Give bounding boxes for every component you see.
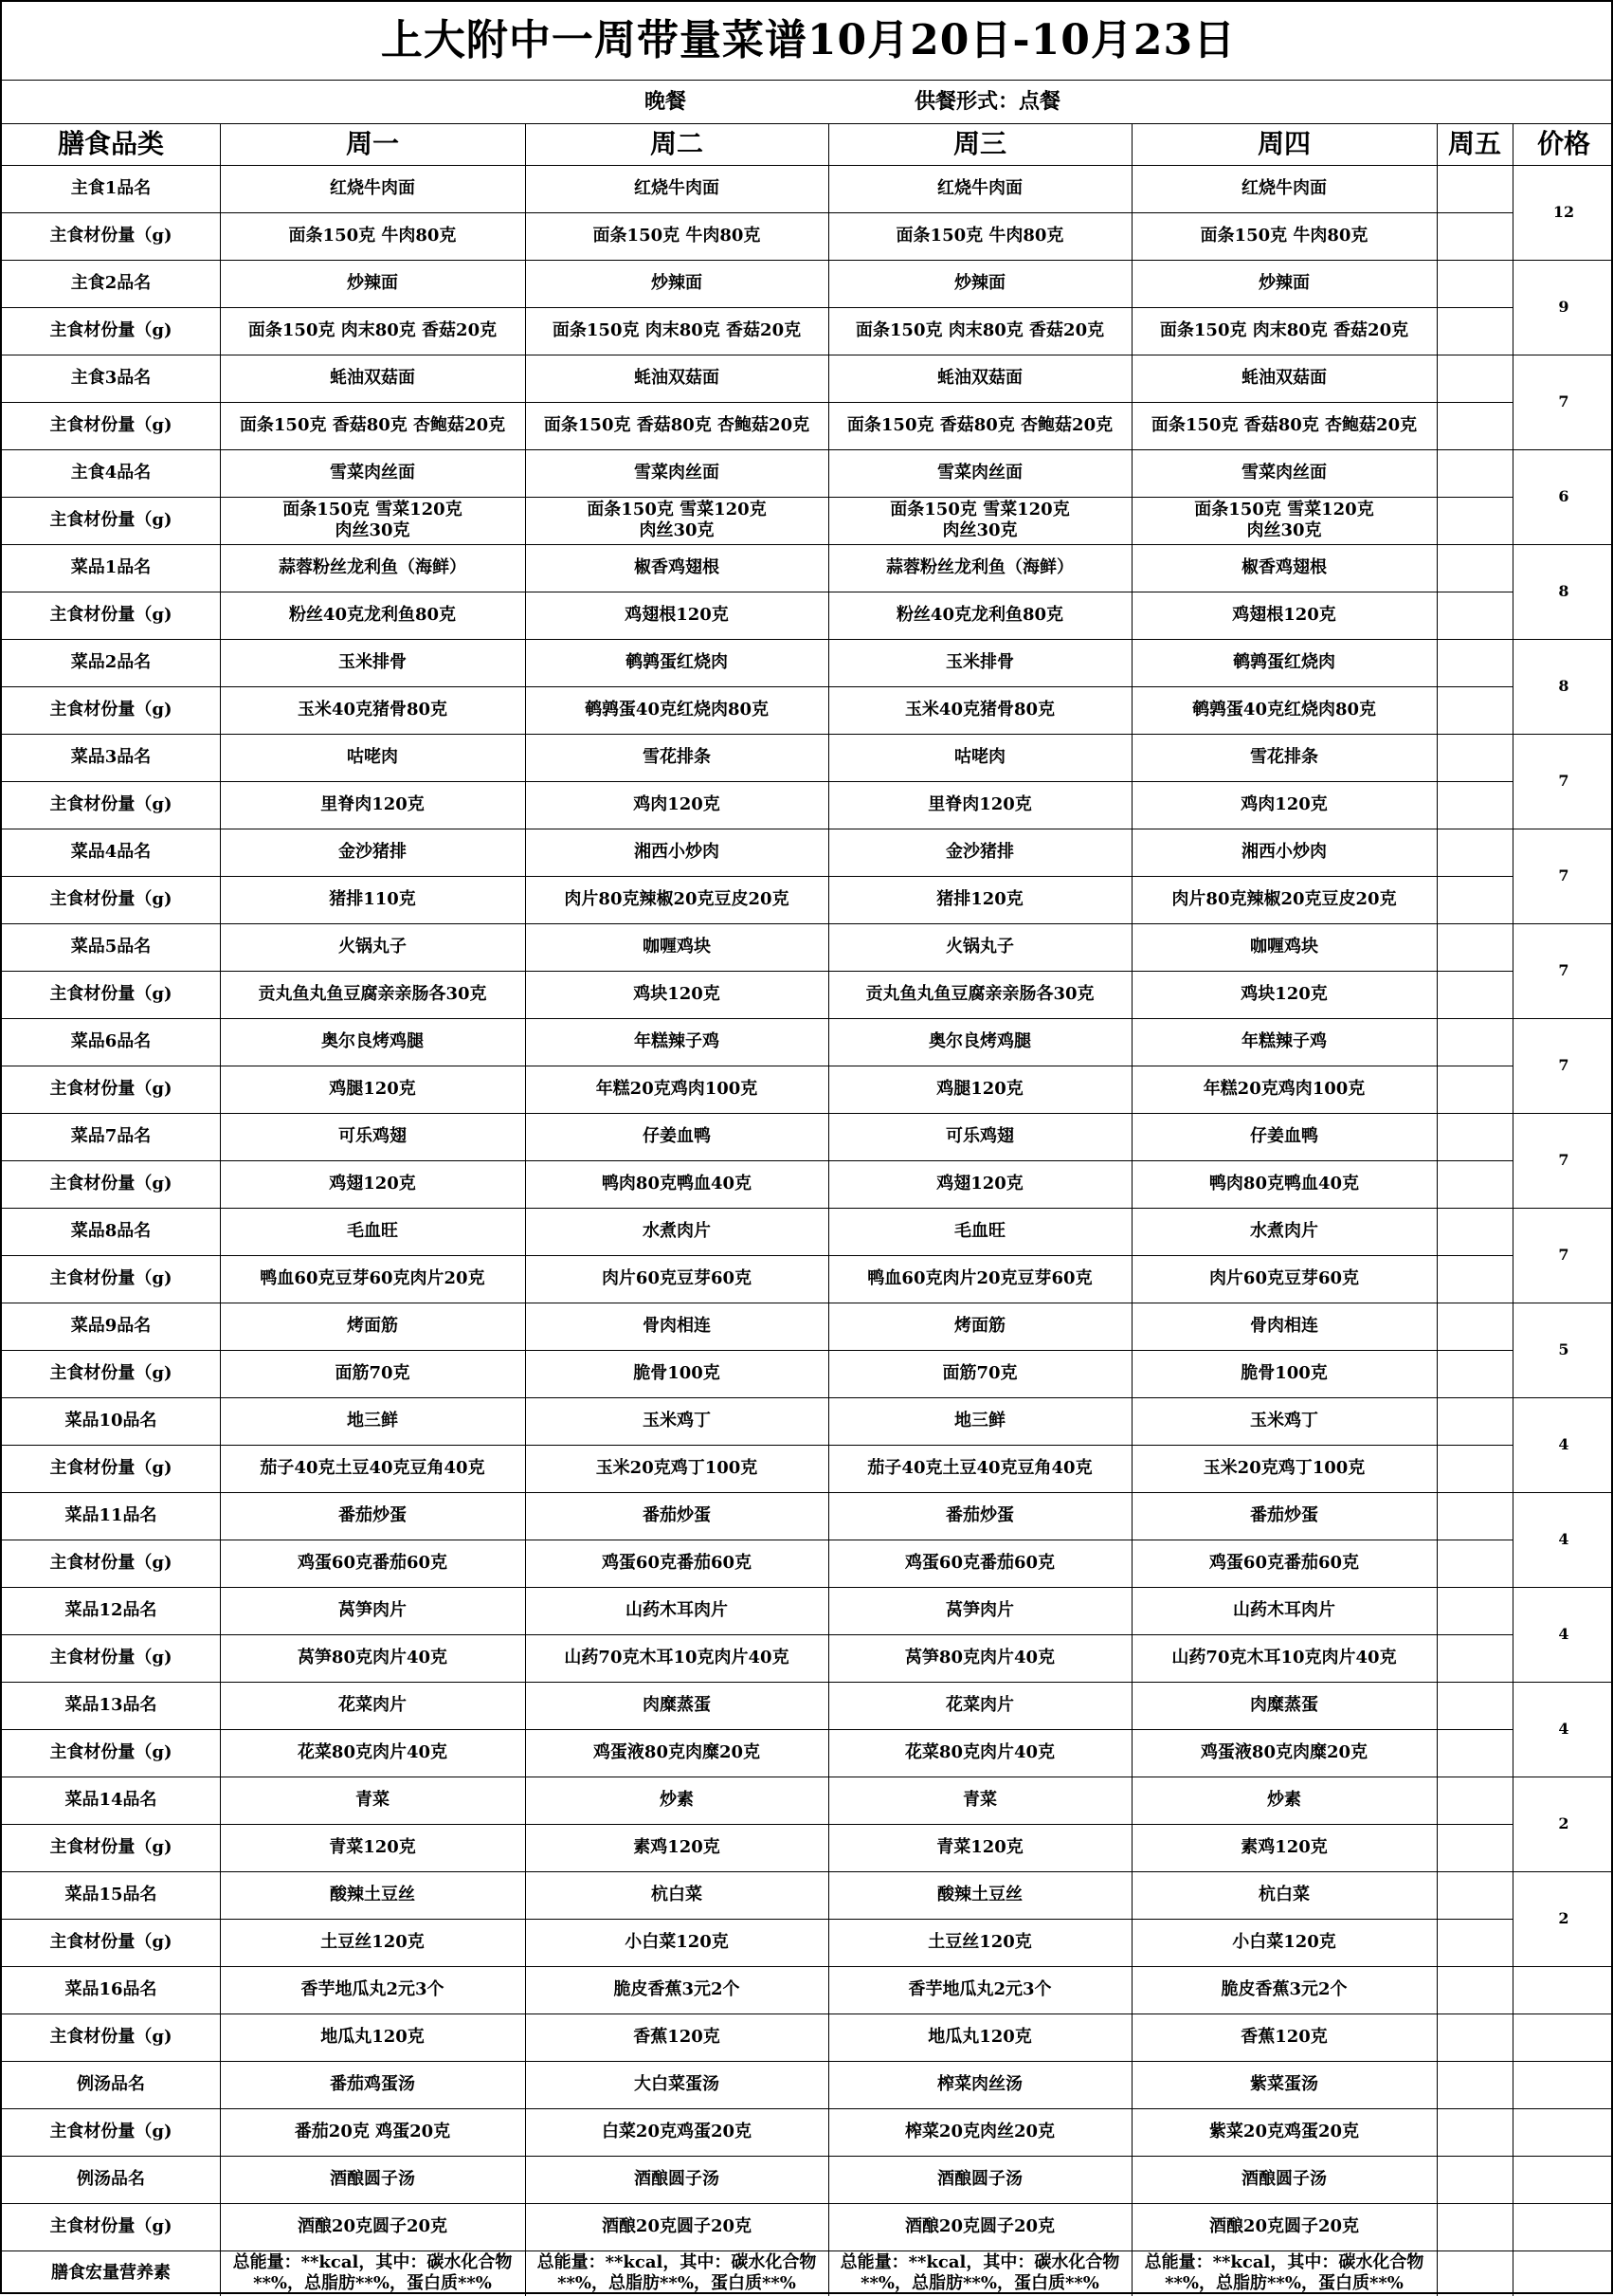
service-label: 供餐形式：点餐 bbox=[914, 88, 1060, 114]
menu-cell: 鸡蛋60克番茄60克 bbox=[601, 1553, 752, 1574]
menu-cell: 鸭肉80克鸭血40克 bbox=[601, 1174, 752, 1194]
menu-cell: 蚝油双菇面 bbox=[330, 368, 415, 389]
menu-cell: 面条150克 雪菜120克 肉丝30克 bbox=[1194, 500, 1374, 540]
menu-cell: 面条150克 香菇80克 杏鲍菇20克 bbox=[1151, 415, 1418, 436]
menu-cell: 金沙猪排 bbox=[946, 842, 1014, 863]
menu-cell: 紫菜20克鸡蛋20克 bbox=[1208, 2122, 1360, 2142]
row-label: 菜品8品名 bbox=[70, 1221, 152, 1242]
menu-cell: 雪菜肉丝面 bbox=[1241, 463, 1327, 483]
menu-cell: 酸辣土豆丝 bbox=[937, 1885, 1023, 1905]
menu-cell: 番茄炒蛋 bbox=[643, 1505, 711, 1526]
menu-cell: 火锅丸子 bbox=[946, 937, 1014, 957]
menu-cell: 炒辣面 bbox=[651, 273, 702, 294]
menu-cell: 青菜 bbox=[355, 1790, 390, 1811]
price-cell: 2 bbox=[1558, 1814, 1569, 1833]
nutrition-label: 膳食宏量营养素 bbox=[51, 2263, 171, 2284]
menu-cell: 肉糜蒸蛋 bbox=[1250, 1695, 1318, 1716]
column-header: 周三 bbox=[952, 128, 1006, 160]
menu-cell: 鸡块120克 bbox=[633, 984, 720, 1005]
row-label: 主食材份量（g) bbox=[49, 794, 172, 815]
menu-cell: 火锅丸子 bbox=[338, 937, 407, 957]
row-label: 菜品12品名 bbox=[64, 1600, 157, 1621]
menu-cell: 湘西小炒肉 bbox=[1241, 842, 1327, 863]
menu-cell: 花菜肉片 bbox=[946, 1695, 1014, 1716]
menu-cell: 里脊肉120克 bbox=[928, 794, 1032, 815]
menu-cell: 湘西小炒肉 bbox=[634, 842, 719, 863]
menu-cell: 蒜蓉粉丝龙利鱼（海鲜） bbox=[886, 557, 1074, 578]
price-cell: 8 bbox=[1558, 677, 1569, 696]
menu-cell: 花菜肉片 bbox=[338, 1695, 407, 1716]
menu-cell: 番茄炒蛋 bbox=[338, 1505, 407, 1526]
menu-cell: 酒酿圆子汤 bbox=[330, 2169, 415, 2190]
menu-cell: 鸡翅120克 bbox=[936, 1174, 1024, 1194]
menu-cell: 炒素 bbox=[1267, 1790, 1301, 1811]
menu-cell: 酒酿圆子汤 bbox=[1241, 2169, 1327, 2190]
price-cell: 4 bbox=[1558, 1435, 1569, 1454]
nutrition-cell: 总能量：**kcal，其中：碳水化合物**%，总脂肪**%，蛋白质**% bbox=[232, 2251, 513, 2293]
menu-cell: 鸡蛋60克番茄60克 bbox=[904, 1553, 1056, 1574]
menu-cell: 面条150克 雪菜120克 肉丝30克 bbox=[282, 500, 462, 540]
menu-cell: 鸡蛋60克番茄60克 bbox=[297, 1553, 448, 1574]
menu-cell: 雪花排条 bbox=[1250, 747, 1318, 768]
row-label: 主食材份量（g) bbox=[49, 510, 172, 531]
menu-cell: 番茄鸡蛋汤 bbox=[330, 2074, 415, 2095]
nutrition-cell: 总能量：**kcal，其中：碳水化合物**%，总脂肪**%，蛋白质**% bbox=[1144, 2251, 1424, 2293]
price-cell: 7 bbox=[1558, 866, 1569, 885]
menu-cell: 猪排120克 bbox=[936, 889, 1024, 910]
row-label: 菜品6品名 bbox=[70, 1031, 152, 1052]
grid-line bbox=[2, 80, 1613, 81]
row-label: 菜品13品名 bbox=[64, 1695, 157, 1716]
menu-cell: 炒素 bbox=[660, 1790, 694, 1811]
menu-cell: 蚝油双菇面 bbox=[1241, 368, 1327, 389]
row-label: 主食材份量（g) bbox=[49, 320, 172, 341]
menu-cell: 香芋地瓜丸2元3个 bbox=[300, 1979, 444, 2000]
menu-cell: 玉米鸡丁 bbox=[1250, 1411, 1318, 1431]
menu-cell: 酒酿圆子汤 bbox=[634, 2169, 719, 2190]
row-label: 主食材份量（g) bbox=[49, 2216, 172, 2237]
menu-cell: 红烧牛肉面 bbox=[330, 178, 415, 199]
menu-cell: 肉片60克豆芽60克 bbox=[1208, 1268, 1360, 1289]
menu-cell: 面筋70克 bbox=[335, 1363, 410, 1384]
menu-cell: 脆皮香蕉3元2个 bbox=[1221, 1979, 1348, 2000]
row-label: 菜品10品名 bbox=[64, 1411, 157, 1431]
menu-cell: 地瓜丸120克 bbox=[320, 2027, 425, 2048]
price-cell: 7 bbox=[1558, 1151, 1569, 1170]
menu-cell: 玉米40克猪骨80克 bbox=[297, 700, 448, 720]
row-label: 主食材份量（g) bbox=[49, 2027, 172, 2048]
menu-cell: 面条150克 肉末80克 香菇20克 bbox=[552, 320, 802, 341]
menu-cell: 茄子40克土豆40克豆角40克 bbox=[867, 1458, 1093, 1479]
menu-cell: 面条150克 牛肉80克 bbox=[592, 226, 761, 246]
menu-cell: 雪花排条 bbox=[643, 747, 711, 768]
row-label: 例汤品名 bbox=[77, 2074, 145, 2095]
menu-cell: 山药70克木耳10克肉片40克 bbox=[1171, 1648, 1397, 1668]
menu-cell: 烤面筋 bbox=[954, 1316, 1006, 1337]
price-cell: 5 bbox=[1558, 1340, 1569, 1359]
menu-cell: 蚝油双菇面 bbox=[634, 368, 719, 389]
menu-cell: 粉丝40克龙利鱼80克 bbox=[896, 605, 1064, 626]
menu-cell: 番茄炒蛋 bbox=[1250, 1505, 1318, 1526]
menu-cell: 酒酿20克圆子20克 bbox=[297, 2216, 448, 2237]
row-label: 菜品4品名 bbox=[70, 842, 152, 863]
row-label: 例汤品名 bbox=[77, 2169, 145, 2190]
menu-cell: 肉糜蒸蛋 bbox=[643, 1695, 711, 1716]
menu-cell: 鸡翅根120克 bbox=[625, 605, 729, 626]
menu-cell: 面条150克 雪菜120克 肉丝30克 bbox=[890, 500, 1070, 540]
menu-cell: 酒酿20克圆子20克 bbox=[1208, 2216, 1360, 2237]
menu-cell: 酒酿20克圆子20克 bbox=[904, 2216, 1056, 2237]
row-label: 主食材份量（g) bbox=[49, 1932, 172, 1953]
menu-cell: 烤面筋 bbox=[347, 1316, 398, 1337]
menu-cell: 蚝油双菇面 bbox=[937, 368, 1023, 389]
menu-cell: 年糕20克鸡肉100克 bbox=[595, 1079, 758, 1100]
menu-cell: 玉米排骨 bbox=[946, 652, 1014, 673]
menu-cell: 番茄20克 鸡蛋20克 bbox=[294, 2122, 451, 2142]
menu-cell: 地瓜丸120克 bbox=[928, 2027, 1032, 2048]
row-label: 主食4品名 bbox=[70, 463, 152, 483]
menu-cell: 咖喱鸡块 bbox=[1250, 937, 1318, 957]
menu-cell: 玉米鸡丁 bbox=[643, 1411, 711, 1431]
row-label: 主食材份量（g) bbox=[49, 1648, 172, 1668]
menu-cell: 红烧牛肉面 bbox=[937, 178, 1023, 199]
menu-cell: 鹌鹑蛋红烧肉 bbox=[1233, 652, 1335, 673]
row-label: 菜品3品名 bbox=[70, 747, 152, 768]
menu-cell: 咕咾肉 bbox=[347, 747, 398, 768]
menu-cell: 酒酿20克圆子20克 bbox=[601, 2216, 752, 2237]
meal-label: 晚餐 bbox=[643, 88, 686, 114]
row-label: 菜品14品名 bbox=[64, 1790, 157, 1811]
menu-cell: 年糕20克鸡肉100克 bbox=[1203, 1079, 1366, 1100]
price-cell: 4 bbox=[1558, 1720, 1569, 1739]
menu-cell: 酒酿圆子汤 bbox=[937, 2169, 1023, 2190]
menu-cell: 水煮肉片 bbox=[643, 1221, 711, 1242]
row-label: 主食材份量（g) bbox=[49, 1742, 172, 1763]
menu-cell: 红烧牛肉面 bbox=[1241, 178, 1327, 199]
menu-cell: 小白菜120克 bbox=[1232, 1932, 1336, 1953]
row-label: 菜品5品名 bbox=[70, 937, 152, 957]
menu-cell: 花菜80克肉片40克 bbox=[904, 1742, 1056, 1763]
page-title: 上大附中一周带量菜谱10月20日-10月23日 bbox=[380, 15, 1237, 64]
menu-cell: 素鸡120克 bbox=[633, 1837, 720, 1858]
menu-cell: 鸭血60克豆芽60克肉片20克 bbox=[260, 1268, 485, 1289]
price-cell: 4 bbox=[1558, 1530, 1569, 1549]
menu-cell: 香芋地瓜丸2元3个 bbox=[908, 1979, 1052, 2000]
price-cell: 8 bbox=[1558, 582, 1569, 601]
menu-cell: 鹌鹑蛋40克红烧肉80克 bbox=[1191, 700, 1377, 720]
row-label: 主食材份量（g) bbox=[49, 1363, 172, 1384]
menu-cell: 香蕉120克 bbox=[633, 2027, 720, 2048]
row-label: 主食材份量（g) bbox=[49, 2122, 172, 2142]
menu-cell: 莴笋80克肉片40克 bbox=[297, 1648, 448, 1668]
row-label: 菜品9品名 bbox=[70, 1316, 152, 1337]
menu-cell: 玉米排骨 bbox=[338, 652, 407, 673]
menu-cell: 青菜120克 bbox=[936, 1837, 1024, 1858]
menu-cell: 面条150克 香菇80克 杏鲍菇20克 bbox=[239, 415, 506, 436]
grid-line bbox=[1437, 123, 1438, 2296]
menu-cell: 鸡肉120克 bbox=[633, 794, 720, 815]
menu-cell: 炒辣面 bbox=[954, 273, 1006, 294]
row-label: 菜品7品名 bbox=[70, 1126, 152, 1147]
row-label: 主食3品名 bbox=[70, 368, 152, 389]
menu-cell: 雪菜肉丝面 bbox=[634, 463, 719, 483]
menu-cell: 面筋70克 bbox=[942, 1363, 1018, 1384]
menu-cell: 榨菜肉丝汤 bbox=[937, 2074, 1023, 2095]
column-header: 价格 bbox=[1536, 128, 1590, 160]
menu-cell: 年糕辣子鸡 bbox=[1241, 1031, 1327, 1052]
row-label: 主食材份量（g) bbox=[49, 1174, 172, 1194]
menu-cell: 鸡腿120克 bbox=[329, 1079, 416, 1100]
row-label: 主食2品名 bbox=[70, 273, 152, 294]
menu-cell: 山药70克木耳10克肉片40克 bbox=[564, 1648, 789, 1668]
price-cell: 7 bbox=[1558, 1246, 1569, 1265]
menu-cell: 鸡翅根120克 bbox=[1232, 605, 1336, 626]
row-label: 菜品1品名 bbox=[70, 557, 152, 578]
row-label: 主食材份量（g) bbox=[49, 1458, 172, 1479]
menu-cell: 花菜80克肉片40克 bbox=[297, 1742, 448, 1763]
menu-cell: 杭白菜 bbox=[651, 1885, 702, 1905]
row-label: 主食材份量（g) bbox=[49, 605, 172, 626]
menu-cell: 杭白菜 bbox=[1259, 1885, 1310, 1905]
menu-cell: 炒辣面 bbox=[347, 273, 398, 294]
price-cell: 9 bbox=[1558, 298, 1569, 317]
menu-cell: 番茄炒蛋 bbox=[946, 1505, 1014, 1526]
menu-cell: 莴笋80克肉片40克 bbox=[904, 1648, 1056, 1668]
menu-cell: 年糕辣子鸡 bbox=[634, 1031, 719, 1052]
menu-cell: 炒辣面 bbox=[1259, 273, 1310, 294]
menu-cell: 莴笋肉片 bbox=[338, 1600, 407, 1621]
column-header: 膳食品类 bbox=[57, 128, 164, 160]
menu-cell: 贡丸鱼丸鱼豆腐亲亲肠各30克 bbox=[258, 984, 487, 1005]
price-cell: 6 bbox=[1558, 487, 1569, 506]
menu-cell: 地三鲜 bbox=[954, 1411, 1006, 1431]
menu-cell: 鸡蛋60克番茄60克 bbox=[1208, 1553, 1360, 1574]
row-label: 菜品16品名 bbox=[64, 1979, 157, 2000]
menu-cell: 椒香鸡翅根 bbox=[1241, 557, 1327, 578]
menu-cell: 面条150克 牛肉80克 bbox=[896, 226, 1064, 246]
menu-cell: 鸡蛋液80克肉糜20克 bbox=[1200, 1742, 1368, 1763]
row-label: 菜品11品名 bbox=[64, 1505, 157, 1526]
menu-cell: 面条150克 肉末80克 香菇20克 bbox=[855, 320, 1105, 341]
menu-cell: 肉片80克辣椒20克豆皮20克 bbox=[564, 889, 789, 910]
row-label: 主食材份量（g) bbox=[49, 415, 172, 436]
row-label: 主食材份量（g) bbox=[49, 984, 172, 1005]
menu-cell: 莴笋肉片 bbox=[946, 1600, 1014, 1621]
menu-cell: 大白菜蛋汤 bbox=[634, 2074, 719, 2095]
menu-cell: 素鸡120克 bbox=[1241, 1837, 1328, 1858]
menu-cell: 蒜蓉粉丝龙利鱼（海鲜） bbox=[279, 557, 466, 578]
menu-cell: 面条150克 肉末80克 香菇20克 bbox=[1159, 320, 1409, 341]
row-label: 菜品2品名 bbox=[70, 652, 152, 673]
price-cell: 7 bbox=[1558, 1056, 1569, 1075]
price-cell: 7 bbox=[1558, 392, 1569, 411]
menu-cell: 金沙猪排 bbox=[338, 842, 407, 863]
menu-cell: 鸭肉80克鸭血40克 bbox=[1208, 1174, 1360, 1194]
menu-cell: 玉米20克鸡丁100克 bbox=[1203, 1458, 1366, 1479]
menu-cell: 面条150克 香菇80克 杏鲍菇20克 bbox=[543, 415, 810, 436]
menu-cell: 红烧牛肉面 bbox=[634, 178, 719, 199]
menu-cell: 脆皮香蕉3元2个 bbox=[613, 1979, 740, 2000]
menu-cell: 玉米20克鸡丁100克 bbox=[595, 1458, 758, 1479]
menu-cell: 脆骨100克 bbox=[633, 1363, 720, 1384]
price-cell: 4 bbox=[1558, 1625, 1569, 1644]
price-cell: 7 bbox=[1558, 961, 1569, 980]
menu-cell: 紫菜蛋汤 bbox=[1250, 2074, 1318, 2095]
menu-cell: 青菜120克 bbox=[329, 1837, 416, 1858]
menu-cell: 毛血旺 bbox=[347, 1221, 398, 1242]
row-label: 主食材份量（g) bbox=[49, 1837, 172, 1858]
menu-cell: 鸡蛋液80克肉糜20克 bbox=[592, 1742, 761, 1763]
price-cell: 7 bbox=[1558, 772, 1569, 791]
menu-cell: 榨菜20克肉丝20克 bbox=[904, 2122, 1056, 2142]
menu-cell: 地三鲜 bbox=[347, 1411, 398, 1431]
menu-cell: 土豆丝120克 bbox=[320, 1932, 425, 1953]
menu-cell: 鸡翅120克 bbox=[329, 1174, 416, 1194]
menu-cell: 咕咾肉 bbox=[954, 747, 1006, 768]
row-label: 菜品15品名 bbox=[64, 1885, 157, 1905]
row-label: 主食1品名 bbox=[70, 178, 152, 199]
menu-cell: 鹌鹑蛋40克红烧肉80克 bbox=[584, 700, 770, 720]
menu-cell: 茄子40克土豆40克豆角40克 bbox=[260, 1458, 485, 1479]
menu-cell: 面条150克 雪菜120克 肉丝30克 bbox=[587, 500, 767, 540]
column-header: 周一 bbox=[345, 128, 399, 160]
menu-cell: 山药木耳肉片 bbox=[625, 1600, 728, 1621]
menu-cell: 鸡块120克 bbox=[1241, 984, 1328, 1005]
menu-cell: 面条150克 牛肉80克 bbox=[288, 226, 457, 246]
menu-cell: 鸡腿120克 bbox=[936, 1079, 1024, 1100]
row-label: 主食材份量（g) bbox=[49, 889, 172, 910]
column-header: 周五 bbox=[1447, 128, 1501, 160]
menu-cell: 贡丸鱼丸鱼豆腐亲亲肠各30克 bbox=[865, 984, 1095, 1005]
menu-cell: 土豆丝120克 bbox=[928, 1932, 1032, 1953]
menu-cell: 鹌鹑蛋红烧肉 bbox=[625, 652, 728, 673]
row-label: 主食材份量（g) bbox=[49, 226, 172, 246]
menu-cell: 骨肉相连 bbox=[643, 1316, 711, 1337]
menu-cell: 鸭血60克肉片20克豆芽60克 bbox=[867, 1268, 1093, 1289]
column-header: 周二 bbox=[649, 128, 703, 160]
menu-cell: 可乐鸡翅 bbox=[338, 1126, 407, 1147]
menu-cell: 奥尔良烤鸡腿 bbox=[929, 1031, 1031, 1052]
menu-cell: 小白菜120克 bbox=[625, 1932, 729, 1953]
menu-cell: 玉米40克猪骨80克 bbox=[904, 700, 1056, 720]
menu-cell: 仔姜血鸭 bbox=[643, 1126, 711, 1147]
menu-cell: 雪菜肉丝面 bbox=[937, 463, 1023, 483]
nutrition-cell: 总能量：**kcal，其中：碳水化合物**%，总脂肪**%，蛋白质**% bbox=[536, 2251, 817, 2293]
menu-cell: 鸡肉120克 bbox=[1241, 794, 1328, 815]
menu-cell: 粉丝40克龙利鱼80克 bbox=[288, 605, 457, 626]
menu-cell: 面条150克 肉末80克 香菇20克 bbox=[247, 320, 498, 341]
menu-cell: 面条150克 牛肉80克 bbox=[1200, 226, 1368, 246]
menu-cell: 骨肉相连 bbox=[1250, 1316, 1318, 1337]
menu-cell: 面条150克 香菇80克 杏鲍菇20克 bbox=[846, 415, 1114, 436]
menu-cell: 椒香鸡翅根 bbox=[634, 557, 719, 578]
menu-cell: 雪菜肉丝面 bbox=[330, 463, 415, 483]
price-cell: 12 bbox=[1552, 203, 1575, 222]
menu-cell: 仔姜血鸭 bbox=[1250, 1126, 1318, 1147]
menu-cell: 脆骨100克 bbox=[1241, 1363, 1328, 1384]
menu-cell: 里脊肉120克 bbox=[320, 794, 425, 815]
menu-cell: 可乐鸡翅 bbox=[946, 1126, 1014, 1147]
row-label: 主食材份量（g) bbox=[49, 700, 172, 720]
menu-cell: 奥尔良烤鸡腿 bbox=[321, 1031, 424, 1052]
price-cell: 2 bbox=[1558, 1909, 1569, 1928]
menu-cell: 肉片60克豆芽60克 bbox=[601, 1268, 752, 1289]
menu-cell: 肉片80克辣椒20克豆皮20克 bbox=[1171, 889, 1397, 910]
column-header: 周四 bbox=[1257, 128, 1311, 160]
menu-cell: 香蕉120克 bbox=[1241, 2027, 1328, 2048]
row-label: 主食材份量（g) bbox=[49, 1268, 172, 1289]
menu-cell: 青菜 bbox=[963, 1790, 997, 1811]
row-label: 主食材份量（g) bbox=[49, 1553, 172, 1574]
menu-cell: 咖喱鸡块 bbox=[643, 937, 711, 957]
menu-cell: 酸辣土豆丝 bbox=[330, 1885, 415, 1905]
row-label: 主食材份量（g) bbox=[49, 1079, 172, 1100]
menu-cell: 水煮肉片 bbox=[1250, 1221, 1318, 1242]
menu-cell: 猪排110克 bbox=[329, 889, 416, 910]
menu-cell: 毛血旺 bbox=[954, 1221, 1006, 1242]
menu-cell: 山药木耳肉片 bbox=[1233, 1600, 1335, 1621]
nutrition-cell: 总能量：**kcal，其中：碳水化合物**%，总脂肪**%，蛋白质**% bbox=[840, 2251, 1120, 2293]
menu-cell: 白菜20克鸡蛋20克 bbox=[601, 2122, 752, 2142]
